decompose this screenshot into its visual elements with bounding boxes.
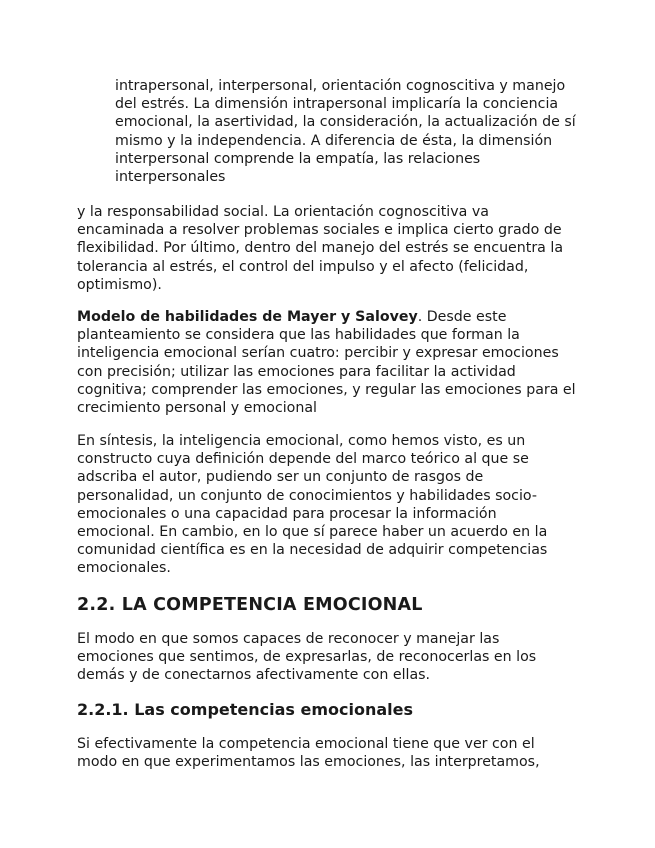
paragraph-indented-dimensions: intrapersonal, interpersonal, orientación cognoscitiva y manejo del estrés. La dimensión intrapersonal implicaría la conciencia emocional, la asertividad, la consideración, la actualización de sí mismo y la independencia. A diferencia de ésta, la dimensión interpersonal comprende la empatía, las relaciones interpersonales bbox=[115, 78, 576, 186]
paragraph-competencia-definition: El modo en que somos capaces de reconocer y manejar las emociones que sentimos, de expresarlas, de reconocerlas en los demás y de conectarnos afectivamente con ellas. bbox=[77, 631, 537, 684]
paragraph-competencia-experience: Si efectivamente la competencia emocional tiene que ver con el modo en que experimentamos las emociones, las interpretamos, bbox=[77, 736, 540, 771]
paragraph-social-responsibility: y la responsabilidad social. La orientación cognoscitiva va encaminada a resolver problemas sociales e implica cierto grado de flexibilidad. Por último, dentro del manejo del estrés se encuentra la tolerancia al estrés, el control del impulso y el afecto (felicidad, optimismo). bbox=[77, 204, 564, 293]
mayer-salovey-bold-title: Modelo de habilidades de Mayer y Salovey bbox=[77, 309, 418, 325]
paragraph-synthesis: En síntesis, la inteligencia emocional, como hemos visto, es un constructo cuya definición depende del marco teórico al que se adscriba el autor, pudiendo ser un conjunto de rasgos de personalidad, un conjunto de conocimientos y habilidades socio-emocionales o una capacidad para procesar la información emocional. En cambio, en lo que sí parece haber un acuerdo en la comunidad científica es en la necesidad de adquirir competencias emocionales. bbox=[77, 433, 548, 577]
paragraph-mayer-salovey bbox=[77, 308, 577, 417]
mayer-salovey-body: . Desde este planteamiento se considera que las habilidades que forman la inteligencia emocional serían cuatro: percibir y expresar emociones con precisión; utilizar las emociones para facilitar la actividad cognitiva; comprender las emociones, y regular las emociones para el crecimiento personal y emocional bbox=[77, 309, 576, 417]
section-heading-competencia-emocional: 2.2. LA COMPETENCIA EMOCIONAL bbox=[77, 595, 423, 615]
subsection-heading-competencias-emocionales: 2.2.1. Las competencias emocionales bbox=[77, 700, 414, 719]
